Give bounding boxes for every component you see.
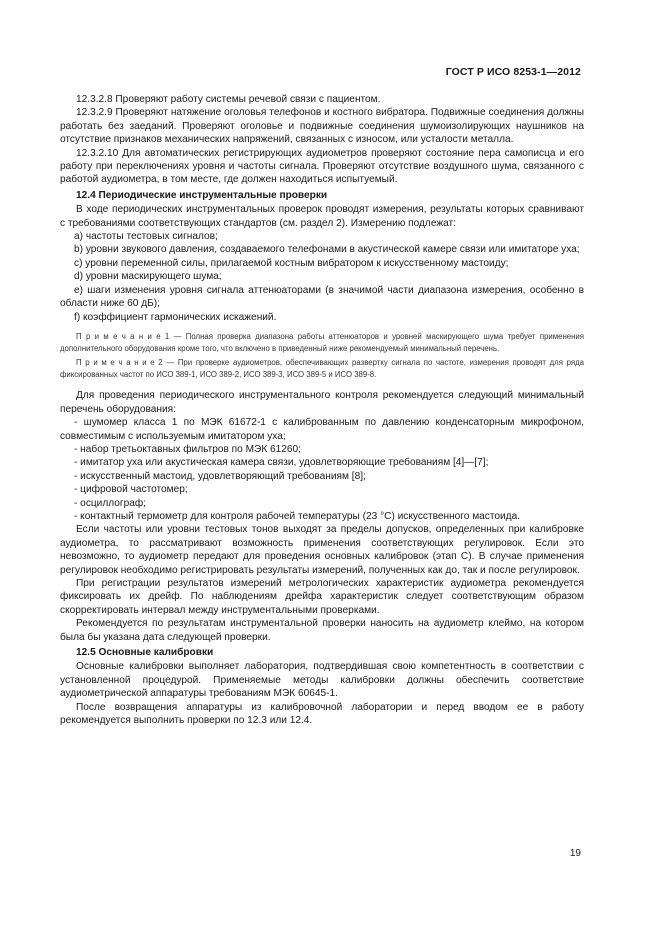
list-item-d: d) уровни маскирующего шума; <box>74 271 222 283</box>
paragraph-stamp: Рекомендуется по результатам инструментальной проверки наносить на аудиометр клеймо, на котором была бы указана дата следующей проверки. <box>60 618 584 643</box>
document-header: ГОСТ Р ИСО 8253-1—2012 <box>445 66 581 78</box>
equipment-item-mastoid: - искусственный мастоид, удовлетворяющий требованиям [8]; <box>74 470 366 482</box>
paragraph-tolerances: Если частоты или уровни тестовых тонов выходят за пределы допусков, определенных при калибровке аудиометра, то рассматривают возможность применения соответствующих регулировок. Если это невозможно, то аудиометр передают для проведения основных калибровок (этап С). В случае применения регулировок необходимо регистрировать результаты измерений, полученных как до, так и после регулировок. <box>60 524 584 576</box>
equipment-item-thermometer: - контактный термометр для контроля рабочей температуры (23 °С) искусственного мастоида. <box>74 510 521 522</box>
paragraph-12-3-2-10: 12.3.2.10 Для автоматических регистрирующих аудиометров проверяют состояние пера самописца и его работу при переключениях уровня и частоты сигнала. Проверяют отсутствие воздушного шума, связанного с работой аудиометра, в том месте, где должен находиться испытуемый. <box>60 147 584 186</box>
paragraph-drift: При регистрации результатов измерений метрологических характеристик аудиометра рекомендуется фиксировать их дрейф. По наблюдениям дрейфа характеристик следует соответствующим образом скорректировать интервал между инструментальными проверками. <box>60 577 584 616</box>
paragraph-12-3-2-8: 12.3.2.8 Проверяют работу системы речевой связи с пациентом. <box>76 94 381 105</box>
paragraph-measurements-intro: В ходе периодических инструментальных проверок проводят измерения, результаты которых сравнивают с требованиями соответствующих стандартов (см. раздел 2). Измерению подлежат: <box>60 204 584 229</box>
equipment-item-filters: - набор третьоктавных фильтров по МЭК 61260; <box>74 443 301 455</box>
list-item-b: b) уровни звукового давления, создаваемого телефонами в акустической камере связи или имитаторе уха; <box>74 244 580 256</box>
page-number: 19 <box>569 848 581 859</box>
list-item-f: f) коэффициент гармонических искажений. <box>74 311 277 323</box>
list-item-e: e) шаги изменения уровня сигнала аттенюаторами (в значимой части диапазона измерения, особенно в области ниже 60 дБ); <box>60 284 584 310</box>
equipment-item-sound-level-meter: - шумомер класса 1 по МЭК 61672-1 с калиброванным по давлению конденсаторным микрофоном, совместимым с используемым имитатором уха; <box>60 417 584 442</box>
paragraph-equipment-intro: Для проведения периодического инструментального контроля рекомендуется следующий минимальный перечень оборудования: <box>60 390 584 415</box>
spacer <box>60 380 584 389</box>
section-heading-12-4: 12.4 Периодические инструментальные проверки <box>76 189 328 201</box>
section-heading-12-5: 12.5 Основные калибровки <box>76 647 214 658</box>
paragraph-12-3-2-9: 12.3.2.9 Проверяют натяжение оголовья телефонов и костного вибратора. Подвижные соединения должны работать без заеданий. Проверяют оголовье и подвижные соединения шумоизолирующих наушников на отсутствие признаков механических напряжений, связанных с износом, или усталости металла. <box>60 107 584 146</box>
paragraph-after-return: После возвращения аппаратуры из калибровочной лаборатории и перед вводом ее в работу рекомендуется выполнить проверки по 12.3 или 12.4. <box>60 701 584 727</box>
equipment-item-frequency-meter: - цифровой частотомер; <box>74 484 188 496</box>
equipment-item-ear-simulator: - имитатор уха или акустическая камера связи, удовлетворяющие требованиям [4]—[7]; <box>74 457 489 469</box>
note-1: П р и м е ч а н и е 1 — Полная проверка диапазона работы аттенюаторов и уровней маскирующего шума требует применения дополнительного оборудования кроме того, что включено в приведенный ниже рекомендуемый минимальный перечень. <box>60 331 584 353</box>
note-2: П р и м е ч а н и е 2 — При проверке аудиометров, обеспечивающих развертку сигнала по частоте, измерения проводят для ряда фиксированных частот по ИСО 389-1, ИСО 389-2, ИСО 389-3, ИСО 389-5 и ИСО 389-8. <box>60 358 584 379</box>
document-body <box>60 93 584 727</box>
list-item-a: a) частоты тестовых сигналов; <box>74 231 218 243</box>
paragraph-basic-calibrations: Основные калибровки выполняет лаборатория, подтвердившая свою компетентность в соответствии с установленной процедурой. Применяемые методы калибровки должны обеспечить соответствие аудиометрической аппаратуры требованиям МЭК 60645-1. <box>60 661 584 700</box>
list-item-c: c) уровни переменной силы, прилагаемой костным вибратором к искусственному мастоиду; <box>74 257 509 269</box>
equipment-item-oscilloscope: - осциллограф; <box>74 497 146 509</box>
